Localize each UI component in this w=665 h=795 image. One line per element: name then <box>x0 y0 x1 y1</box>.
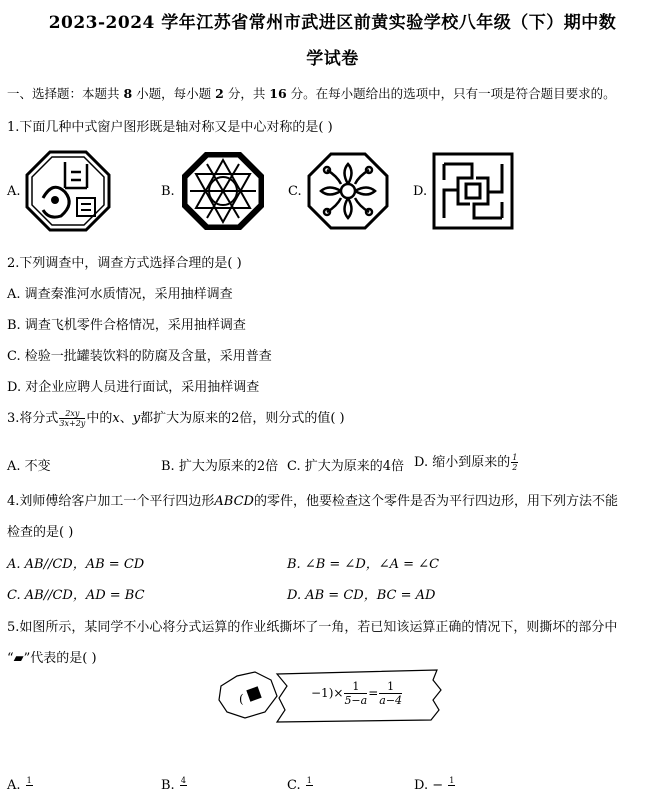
q3-option-c: C. 扩大为原来的4倍 <box>287 459 405 474</box>
q3-option-a: A. 不变 <box>7 459 51 474</box>
q5-option-d: D. − 1 <box>414 776 455 793</box>
q4-option-d: D. AB = CD，BC = AD <box>287 588 436 603</box>
section-intro: 一、选择题：本题共 8 小题，每小题 2 分，共 16 分。在每小题给出的选项中，只有一项是符合题目要求的。 <box>7 86 616 101</box>
window-a-icon <box>25 150 111 232</box>
window-d-icon <box>432 152 514 230</box>
page-title-line2: 学试卷 <box>306 49 359 69</box>
q2-option-c: C. 检验一批罐装饮料的防腐及含量，采用普查 <box>7 349 272 364</box>
q1-label-c: C. <box>288 184 302 199</box>
q2-option-a: A. 调查秦淮河水质情况，采用抽样调查 <box>7 287 233 302</box>
q1-label-a: A. <box>7 184 21 199</box>
q2-option-b: B. 调查飞机零件合格情况，采用抽样调查 <box>7 318 246 333</box>
q5-option-a: A. 1 <box>7 776 32 793</box>
q4-option-c: C. AB//CD，AD = BC <box>7 588 145 603</box>
q5-stem-line1: 5.如图所示，某同学不小心将分式运算的作业纸撕坏了一角，若已知该运算正确的情况下，则撕坏的部分中 <box>7 620 618 635</box>
q1-stem: 1.下面几种中式窗户图形既是轴对称又是中心对称的是( ) <box>7 120 333 135</box>
window-c-icon <box>307 152 389 230</box>
q3-option-d: D. 缩小到原来的 $\frac{1}{2}$ <box>414 453 518 472</box>
q5-stem-line2: “▰”代表的是( ) <box>7 651 97 666</box>
q1-label-d: D. <box>413 184 428 199</box>
q5-option-c: C. 1 <box>287 776 312 793</box>
page-title: 2023-2024 学年江苏省常州市武进区前黄实验学校八年级（下）期中数 <box>48 13 617 33</box>
q3-stem: 3.将分式 $\frac{2xy}{3x+2y}$ 中的x、y都扩大为原来的2倍，则分式的值( ) <box>7 409 345 428</box>
q4-stem-line2: 检查的是( ) <box>7 525 74 540</box>
q4-option-a: A. AB//CD，AB = CD <box>7 557 145 572</box>
q4-stem-line1: 4.刘师傅给客户加工一个平行四边形ABCD的零件，他要检查这个零件是否为平行四边形，用下列方法不能 <box>7 494 618 509</box>
q5-paren: ( <box>239 692 244 706</box>
q2-option-d: D. 对企业应聘人员进行面试，采用抽样调查 <box>7 380 260 395</box>
q2-stem: 2.下列调查中，调查方式选择合理的是( ) <box>7 256 242 271</box>
q5-expression: −1)× $\frac{1}{5-a}$ = $\frac{1}{a-4}$ <box>311 680 403 707</box>
window-b-icon <box>180 150 266 232</box>
q5-option-b: B. 4 <box>161 776 186 793</box>
q3-option-b: B. 扩大为原来的2倍 <box>161 459 279 474</box>
q4-option-b: B. ∠B = ∠D，∠A = ∠C <box>287 557 440 572</box>
q3-fraction: $\frac{2xy}{3x+2y}$ <box>59 409 86 428</box>
q1-label-b: B. <box>161 184 175 199</box>
